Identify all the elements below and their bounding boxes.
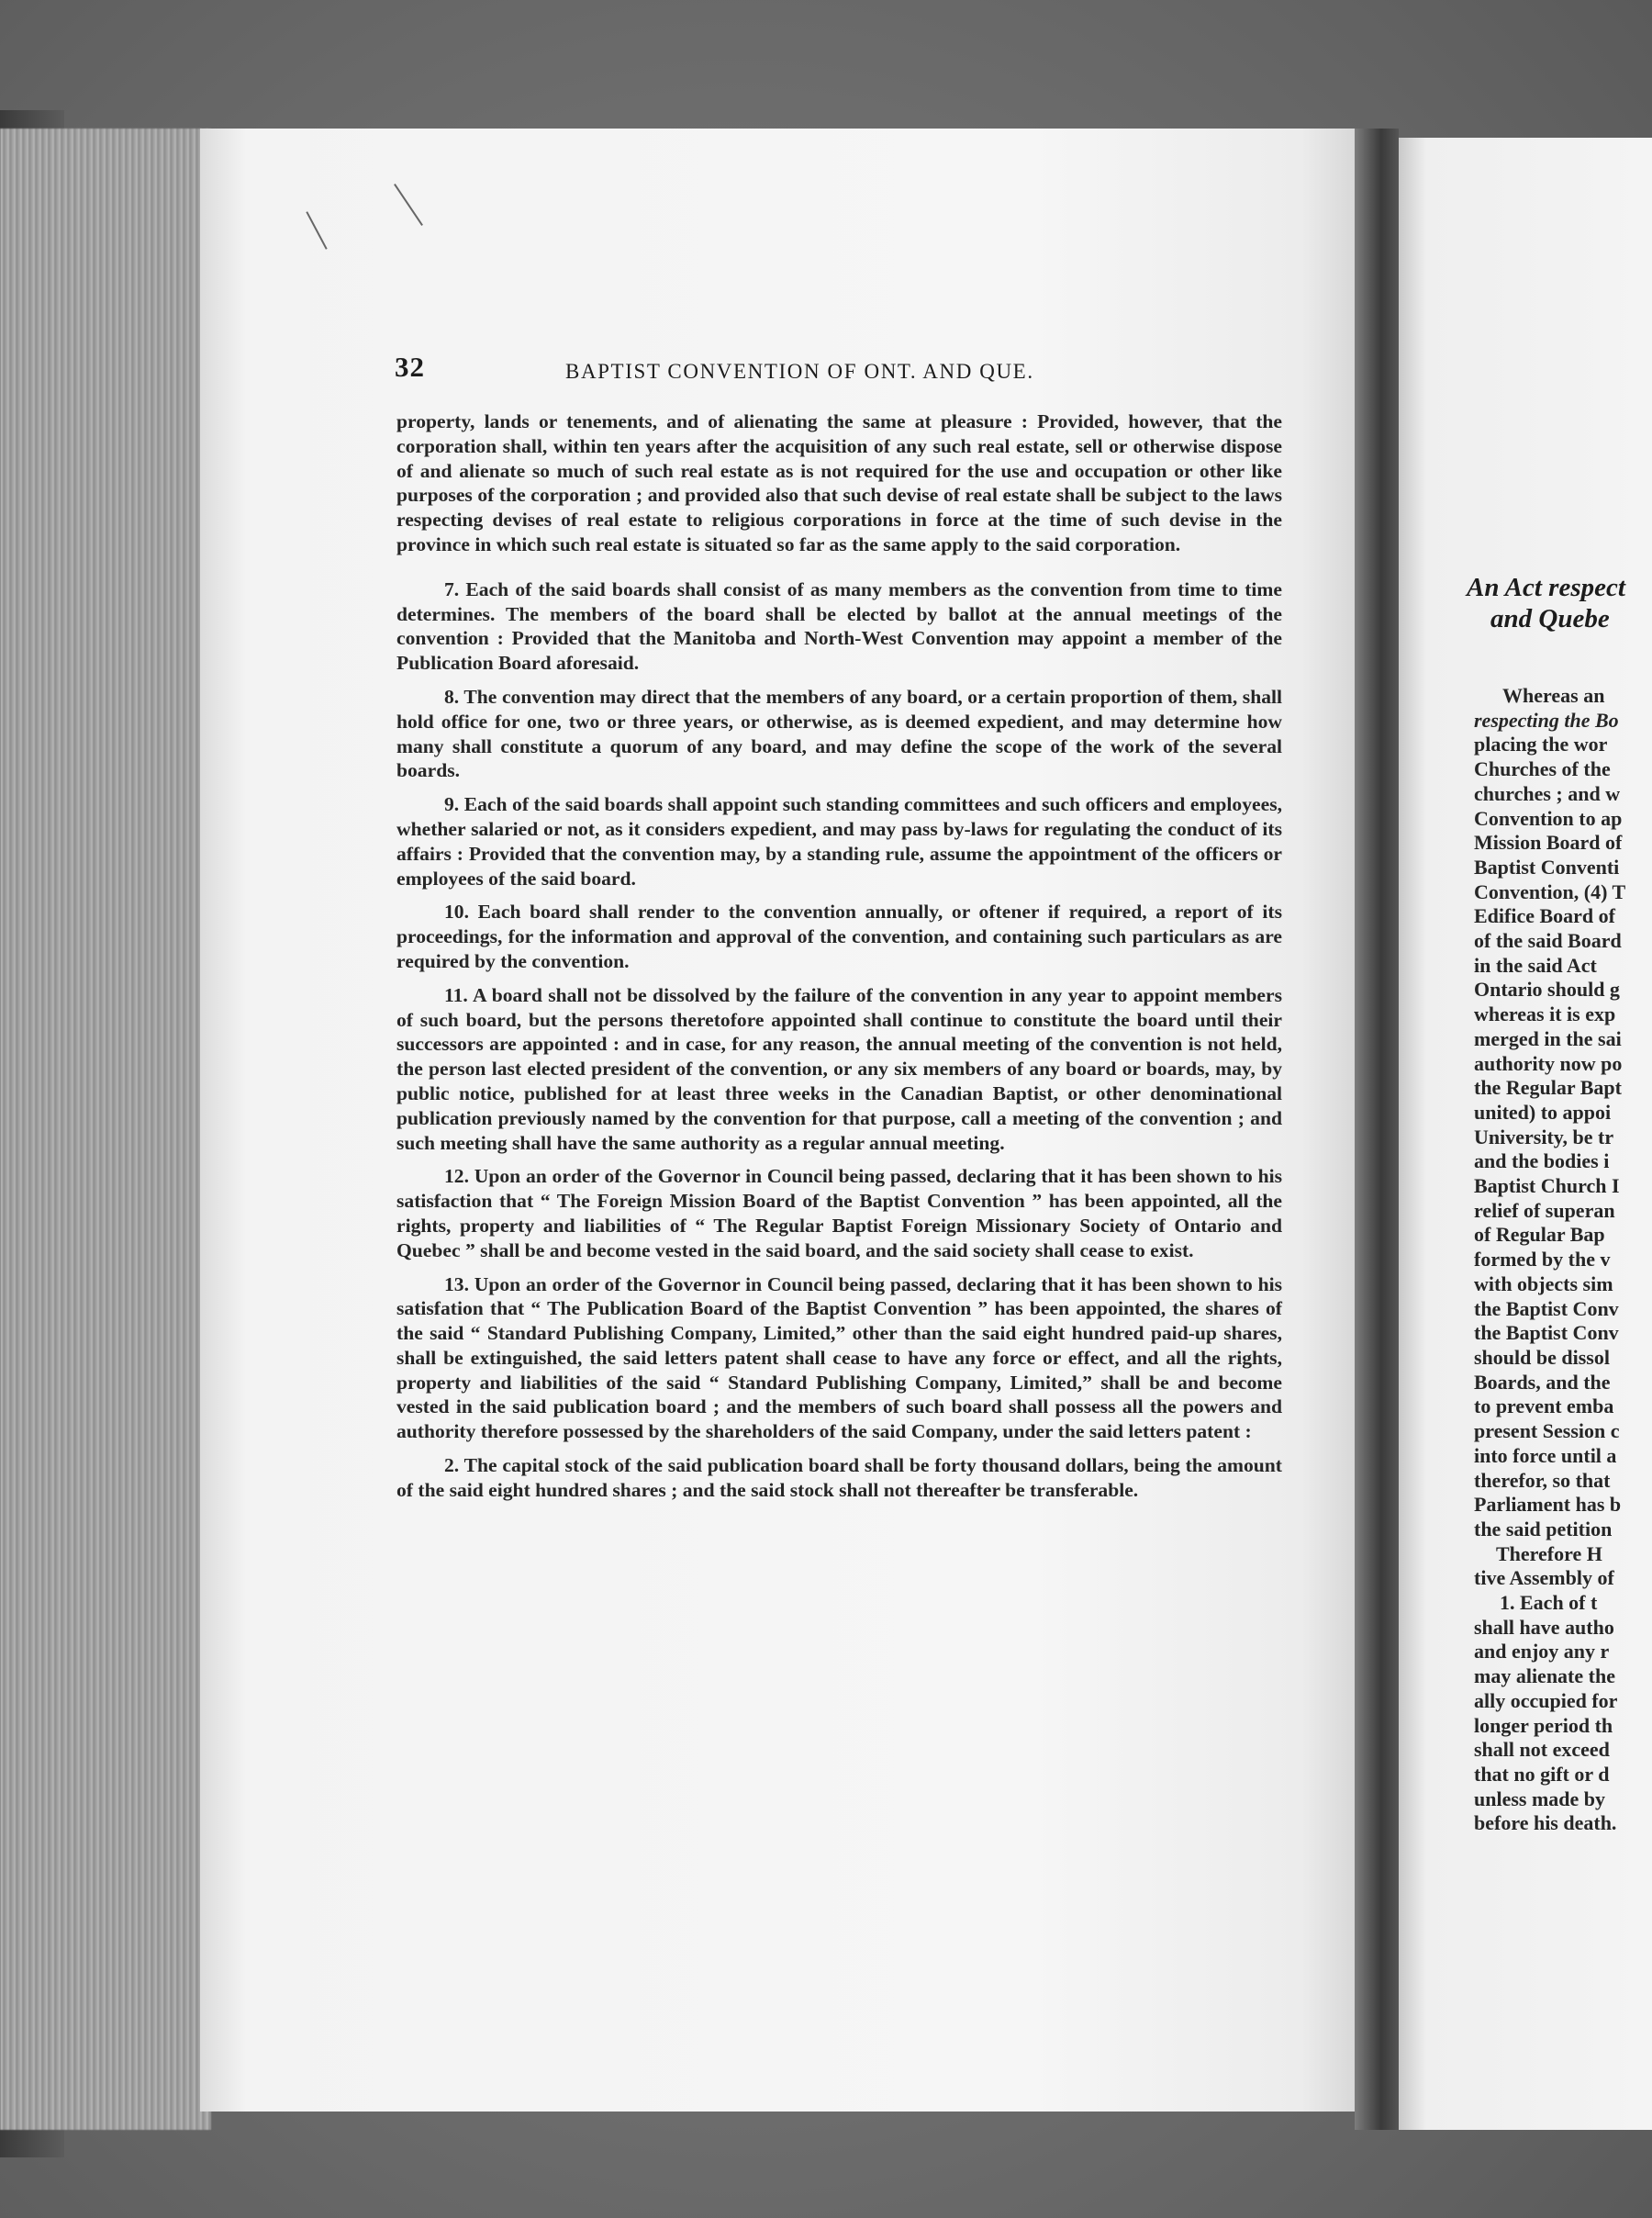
- right-page-line: churches ; and w: [1474, 781, 1621, 805]
- right-page-line: of Regular Bap: [1474, 1223, 1605, 1247]
- paragraph: property, lands or tenements, and of alienating the same at pleasure : Provided, however, that the corporation shall, within ten years after the acquisition of any such real estate, sell or otherwise dispose of and alienate so much of such real estate as is not required for the use and occupation or other like purposes of the corporation ; and provided also that such devise of real estate shall be subject to the laws respecting devises of real estate to religious corporations in force at the time of such devise in the province in which such real estate is situated so far as the same apply to the said corporation.: [396, 410, 1282, 555]
- right-page-body: [1474, 684, 1652, 1836]
- page-number: 32: [395, 351, 425, 383]
- running-head: BAPTIST CONVENTION OF ONT. AND QUE.: [565, 360, 1034, 383]
- right-page-line: therefor, so that: [1474, 1468, 1611, 1492]
- right-page-line: placing the wor: [1474, 733, 1608, 756]
- right-page-line: merged in the sai: [1474, 1026, 1622, 1050]
- right-page-line: whereas it is exp: [1474, 1003, 1616, 1026]
- right-page-line: ally occupied for: [1474, 1688, 1618, 1712]
- right-page-line: Ontario should g: [1474, 978, 1620, 1002]
- right-page-line: Whereas an: [1502, 684, 1605, 707]
- right-page-line: unless made by: [1474, 1787, 1606, 1810]
- paragraph-section-13-2: 2. The capital stock of the said publication board shall be forty thousand dollars, being the amount of the said eight hundred shares ; and the said stock shall not thereafter be transferable.: [396, 1454, 1282, 1501]
- paragraph-section-12: 12. Upon an order of the Governor in Council being passed, declaring that it has been shown to his satisfaction that “ The Foreign Mission Board of the Baptist Convention ” has been appointed, all the rights, property and liabilities of “ The Regular Baptist Foreign Missionary Society of Ontario and Quebec ” shall be and become vested in the said board, and the said society shall cease to exist.: [396, 1165, 1282, 1261]
- right-page-line: longer period th: [1474, 1713, 1613, 1737]
- right-page-line: the Baptist Conv: [1474, 1321, 1619, 1345]
- right-page-line: in the said Act: [1474, 953, 1597, 977]
- right-page-line: relief of superan: [1474, 1198, 1615, 1222]
- right-page-line: and enjoy any r: [1474, 1640, 1610, 1664]
- right-page-line: may alienate the: [1474, 1664, 1615, 1688]
- book-gutter: [1355, 129, 1399, 2130]
- right-page-line: with objects sim: [1474, 1271, 1613, 1295]
- right-page-line: authority now po: [1474, 1051, 1623, 1075]
- right-page-line: Edifice Board of: [1474, 904, 1615, 928]
- right-page-line: tive Assembly of: [1474, 1566, 1614, 1590]
- right-page-line: present Session c: [1474, 1419, 1620, 1443]
- right-page-line: Convention to ap: [1474, 806, 1623, 830]
- paragraph-section-13: 13. Upon an order of the Governor in Council being passed, declaring that it has been shown to his satisfation that “ The Publication Board of the Baptist Convention ” has been appointed, the shares of the said “ Standard Publishing Company, Limited,” other than the said eight hundred paid-up shares, shall be extinguished, the said letters patent shall cease to have any force or effect, and all the rights, property and liabilities of the said “ Standard Publishing Company, Limited,” shall be and become vested in the said publication board ; and the members of such board shall possess all the powers and authority therefore possessed by the shareholders of the said Company, under the said letters patent :: [396, 1272, 1282, 1443]
- left-page-body: [396, 409, 1282, 1512]
- right-page-line: Baptist Church I: [1474, 1174, 1620, 1198]
- right-page-line: formed by the v: [1474, 1248, 1611, 1271]
- right-page-line: of the said Board: [1474, 929, 1622, 953]
- right-page-line: respecting the Bo: [1474, 708, 1619, 732]
- right-page-line: Boards, and the: [1474, 1370, 1611, 1394]
- right-page-line: and the bodies i: [1474, 1149, 1610, 1173]
- right-page-line: Churches of the: [1474, 757, 1611, 781]
- right-page-line: before his death.: [1474, 1811, 1617, 1835]
- right-page-line: Therefore H: [1496, 1541, 1602, 1565]
- right-page-line: united) to appoi: [1474, 1100, 1612, 1124]
- right-page-title-line-2: and Quebe: [1490, 604, 1610, 633]
- right-page-line: shall not exceed: [1474, 1738, 1610, 1762]
- paragraph-section-9: 9. Each of the said boards shall appoint such standing committees and such officers and employees, whether salaried or not, as it considers expedient, and may pass by-laws for regulating the conduct of its affairs : Provided that the convention may, by a standing rule, assume the appointment of the officers or employees of the said board.: [396, 793, 1282, 890]
- paragraph-section-10: 10. Each board shall render to the convention annually, or oftener if required, a report of its proceedings, for the information and approval of the convention, and containing such particulars as are required by the convention.: [396, 901, 1282, 972]
- right-page-line: Convention, (4) T: [1474, 879, 1626, 903]
- right-page-line: Mission Board of: [1474, 831, 1623, 855]
- right-page-line: the said petition: [1474, 1517, 1613, 1540]
- right-page-line: the Baptist Conv: [1474, 1296, 1619, 1320]
- right-page-line: should be dissol: [1474, 1345, 1610, 1369]
- right-page-line: shall have autho: [1474, 1615, 1614, 1639]
- paragraph-section-8: 8. The convention may direct that the members of any board, or a certain proportion of them, shall hold office for one, two or three years, or otherwise, as is deemed expedient, and may determine how many shall constitute a quorum of any board, and may define the scope of the work of the several boards.: [396, 685, 1282, 782]
- paragraph-section-11: 11. A board shall not be dissolved by the failure of the convention in any year to appoint members of such board, but the persons theretofore appointed shall continue to constitute the board until their successors are appointed : and in case, for any reason, the annual meeting of the convention is not held, the person last elected president of the convention, or any six members of any board or boards, may, by public notice, published for at least three weeks in the Canadian Baptist, or other denominational publication previously named by the convention for that purpose, call a meeting of the convention ; and such meeting shall have the same authority as a regular annual meeting.: [396, 983, 1282, 1154]
- page-edges: [0, 129, 211, 2130]
- paragraph-section-7: 7. Each of the said boards shall consist of as many members as the convention from time to time determines. The members of the board shall be elected by ballot at the annual meetings of the convention : Provided that the Manitoba and North-West Convention may appoint a member of the Publication Board aforesaid.: [396, 577, 1282, 675]
- right-page-line: the Regular Bapt: [1474, 1076, 1622, 1100]
- right-page-line: Parliament has b: [1474, 1493, 1622, 1517]
- right-page-line: to prevent emba: [1474, 1395, 1614, 1418]
- right-page-title-line-1: An Act respect: [1467, 573, 1625, 602]
- right-page-line: into force until a: [1474, 1443, 1617, 1467]
- right-page-line: that no gift or d: [1474, 1762, 1610, 1786]
- right-page-line: 1. Each of t: [1500, 1591, 1598, 1615]
- right-page-line: Baptist Conventi: [1474, 855, 1620, 879]
- right-page-line: University, be tr: [1474, 1125, 1614, 1148]
